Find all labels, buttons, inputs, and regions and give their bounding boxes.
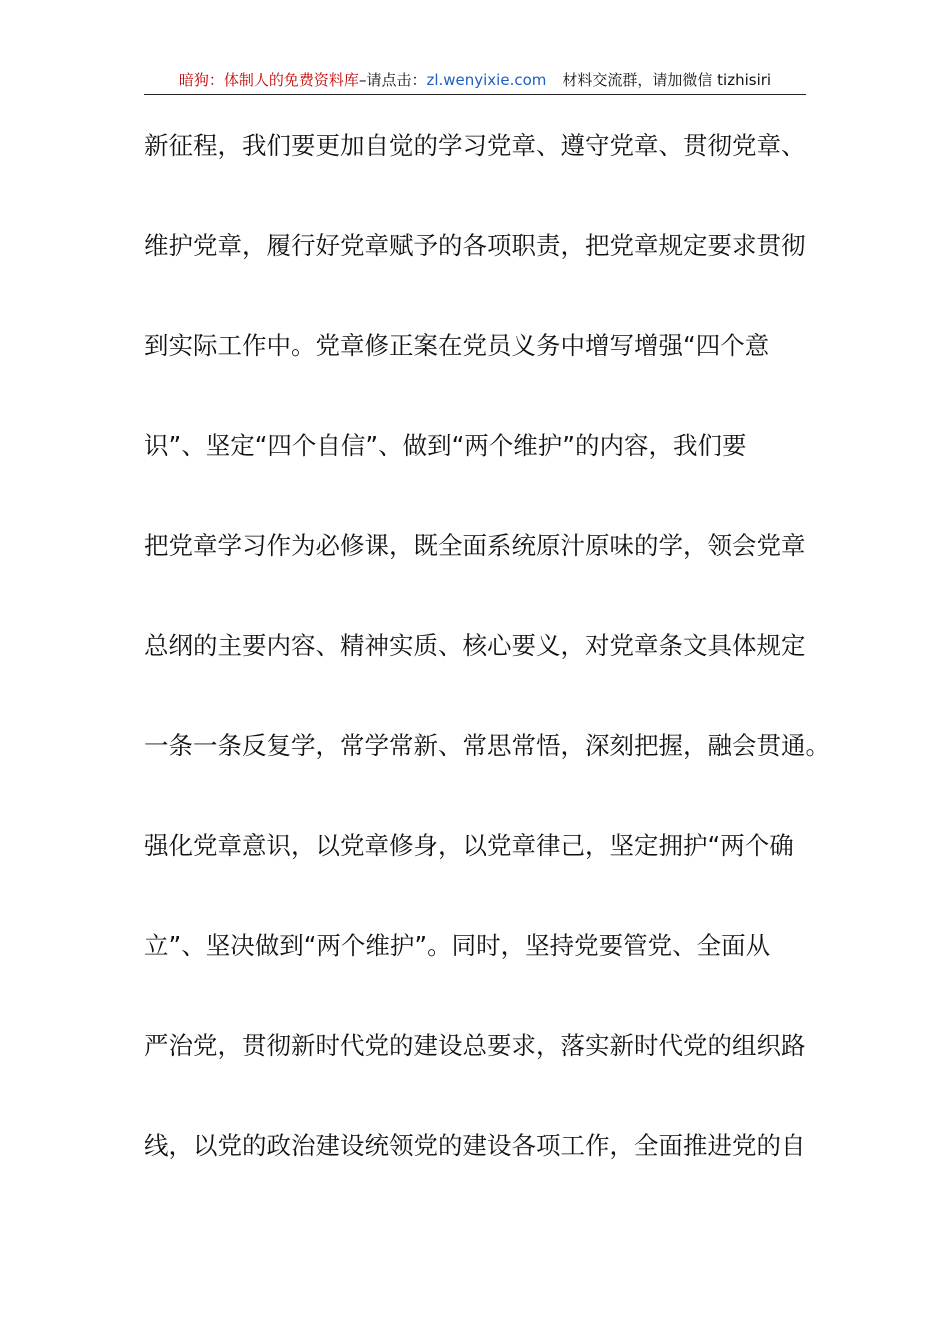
header-prompt-text: –请点击： <box>358 71 427 89</box>
header-group-text: 材料交流群，请加微信 tizhisiri <box>562 71 772 89</box>
header-divider <box>144 94 806 95</box>
body-line-1: 新征程，我们要更加自觉的学习党章、遵守党章、贯彻党章、 <box>144 131 806 160</box>
body-line-7: 一条一条反复学，常学常新、常思常悟，深刻把握，融会贯通。 <box>144 731 830 760</box>
body-line-8: 强化党章意识，以党章修身，以党章律己，坚定拥护“两个确 <box>144 831 794 860</box>
body-line-4: 识”、坚定“四个自信”、做到“两个维护”的内容，我们要 <box>144 431 747 460</box>
body-line-6: 总纲的主要内容、精神实质、核心要义，对党章条文具体规定 <box>144 631 806 660</box>
body-line-2: 维护党章，履行好党章赋予的各项职责，把党章规定要求贯彻 <box>144 231 806 260</box>
body-paragraph <box>144 122 830 1222</box>
body-line-5: 把党章学习作为必修课，既全面系统原汁原味的学，领会党章 <box>144 531 806 560</box>
page-header <box>144 70 806 94</box>
body-line-11: 线，以党的政治建设统领党的建设各项工作，全面推进党的自 <box>144 1131 806 1160</box>
header-site-link[interactable]: zl.wenyixie.com <box>426 71 547 89</box>
body-line-10: 严治党，贯彻新时代党的建设总要求，落实新时代党的组织路 <box>144 1031 806 1060</box>
body-line-3: 到实际工作中。党章修正案在党员义务中增写增强“四个意 <box>144 331 770 360</box>
header-brand-text: 暗狗：体制人的免费资料库 <box>178 71 359 89</box>
body-line-9: 立”、坚决做到“两个维护”。同时，坚持党要管党、全面从 <box>144 931 771 960</box>
